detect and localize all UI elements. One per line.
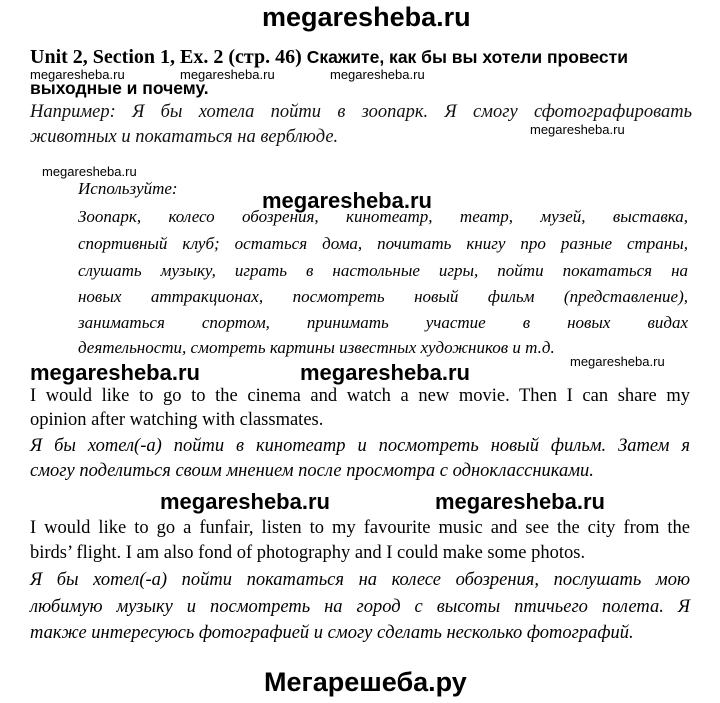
use-label: Используйте: — [78, 179, 178, 198]
watermark-6: megaresheba.ru — [262, 188, 432, 213]
exercise-reference: Unit 2, Section 1, Ex. 2 (стр. 46) — [30, 46, 302, 68]
answer2-ru-line-3: также интересуюсь фотографией и смогу сделать несколько фотографий. — [30, 623, 634, 643]
answer1-en-line-1: I would like to go to the cinema and watch a new movie. Then I can share my — [30, 386, 690, 406]
watermark-11: megaresheba.ru — [435, 489, 605, 514]
answer2-en-line-1: I would like to go a funfair, listen to my favourite music and see the city from the — [30, 518, 690, 538]
watermark-top: megaresheba.ru — [262, 2, 471, 32]
use-line-6: деятельности, смотреть картины известных художников и т.д. — [78, 338, 555, 357]
example-line-1: Например: Я бы хотела пойти в зоопарк. Я смогу сфотографировать — [30, 102, 692, 122]
answer2-ru-line-1: Я бы хотел(-а) пойти покататься на колесе обозрения, послушать мою — [30, 570, 690, 590]
use-line-4: новых аттракционах, посмотреть новый фильм (представление), — [78, 287, 688, 306]
watermark-5: megaresheba.ru — [42, 164, 137, 179]
watermark-bottom: Мегарешеба.ру — [264, 667, 467, 697]
use-line-3: слушать музыку, играть в настольные игры, пойти покататься на — [78, 261, 688, 280]
exercise-heading — [30, 46, 690, 69]
watermark-2: megaresheba.ru — [180, 67, 275, 82]
watermark-7: megaresheba.ru — [570, 354, 665, 369]
answer2-ru-line-2: любимую музыку и посмотреть на город с высоты птичьего полета. Я — [30, 597, 690, 617]
watermark-3: megaresheba.ru — [330, 67, 425, 82]
answer1-ru-line-1: Я бы хотел(-а) пойти в кинотеатр и посмотреть новый фильм. Затем я — [30, 436, 690, 456]
use-line-1: Зоопарк, колесо обозрения, кинотеатр, театр, музей, выставка, — [78, 207, 688, 226]
task-text: Скажите, как бы вы хотели провести — [306, 47, 628, 67]
use-line-2: спортивный клуб; остаться дома, почитать книгу про разные страны, — [78, 234, 688, 253]
watermark-1: megaresheba.ru — [30, 67, 125, 82]
answer2-en-line-2: birds’ flight. I am also fond of photography and I could make some photos. — [30, 543, 586, 563]
watermark-9: megaresheba.ru — [300, 360, 470, 385]
example-line-2: животных и покататься на верблюде. — [30, 127, 339, 147]
use-line-5: заниматься спортом, принимать участие в новых видах — [78, 313, 688, 332]
watermark-8: megaresheba.ru — [30, 360, 200, 385]
answer1-en-line-2: opinion after watching with classmates. — [30, 410, 324, 430]
watermark-10: megaresheba.ru — [160, 489, 330, 514]
answer1-ru-line-2: смогу поделиться своим мнением после просмотра с одноклассниками. — [30, 461, 594, 481]
watermark-4: megaresheba.ru — [530, 122, 625, 137]
task-text-line2: выходные и почему. — [30, 78, 209, 98]
